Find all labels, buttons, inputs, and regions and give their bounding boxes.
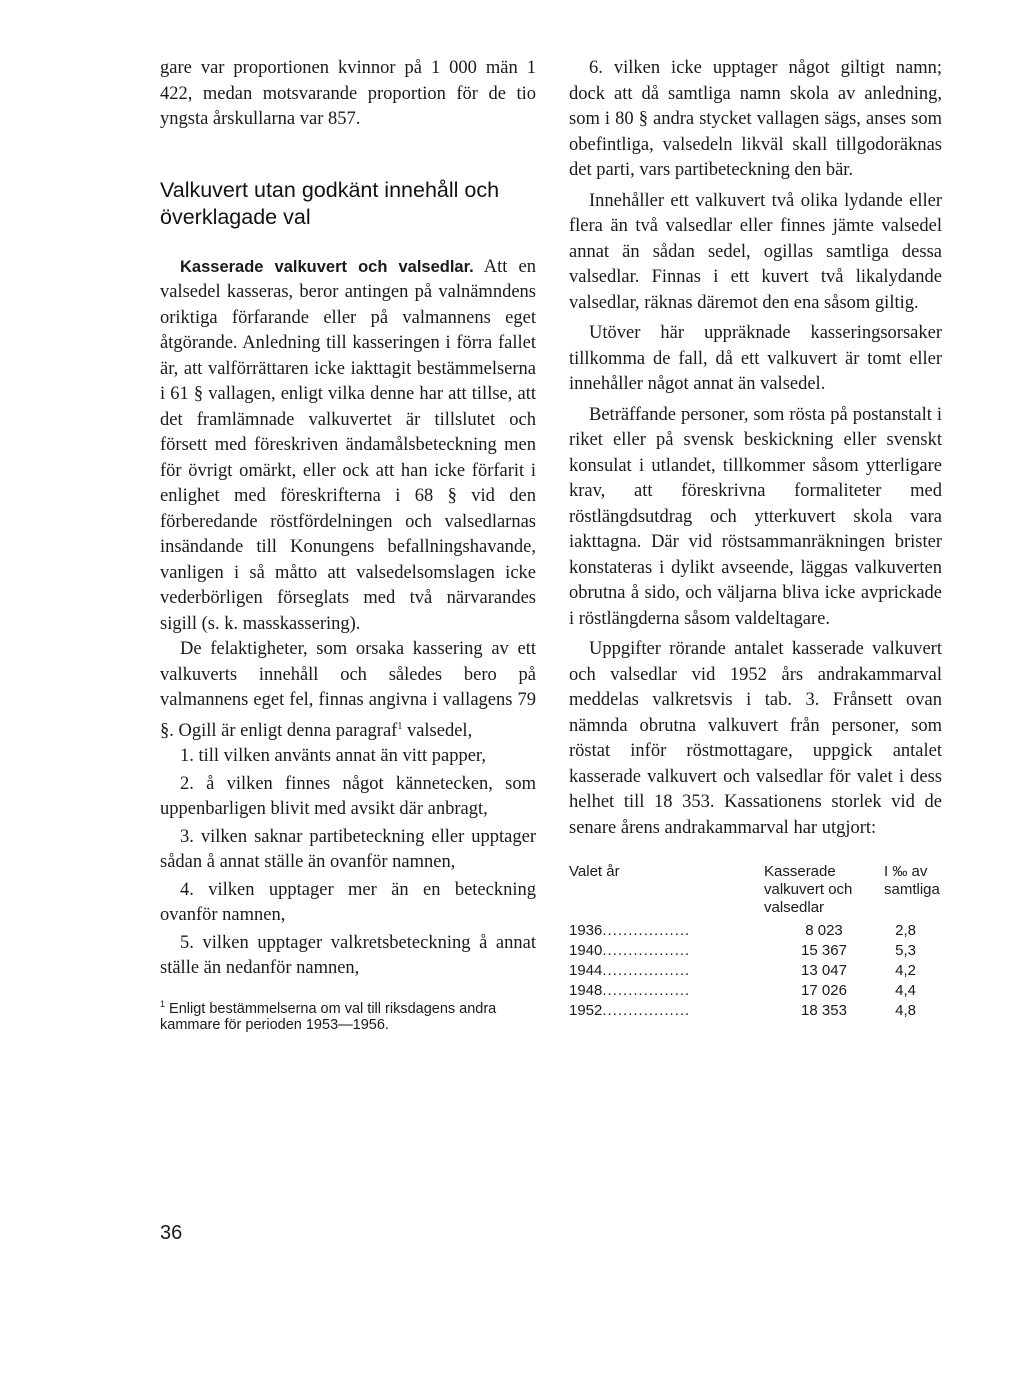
permille-cell: 5,3 <box>895 942 916 959</box>
page-number: 36 <box>160 1222 183 1244</box>
header-year: Valet år <box>569 863 620 880</box>
permille-cell: 2,8 <box>895 922 916 939</box>
table-row <box>569 921 940 941</box>
body-paragraph: De felaktigheter, som orsaka kassering av ett valkuverts innehåll och således bero på valmannens eget fel, finnas angivna i vallagens 79 §. Ogill är enligt denna paragraf$^1$ valsedel, <box>160 639 536 741</box>
year-cell: 1952................. <box>569 1002 691 1019</box>
list-item: 2. å vilken finnes något kännetecken, som uppenbarligen blivit med avsikt där anbragt, <box>160 773 536 820</box>
count-cell: 8 023 <box>805 922 843 939</box>
permille-cell: 4,8 <box>895 1002 916 1019</box>
body-paragraph: Utöver här uppräknade kasseringsorsaker tillkomma de fall, då ett valkuvert är tomt eller innehåller något annat än valsedel. <box>569 323 942 394</box>
table-row <box>569 961 940 981</box>
header-permille: I ‰ av samtliga <box>884 863 940 898</box>
body-paragraph: Kasserade valkuvert och valsedlar. Att en valsedel kasseras, beror antingen på valnämndens oriktiga förfarande eller på valmannens eget åtgörande. Anledning till kasseringen i förra fallet är, att valförrättaren icke iakttagit bestämmelserna i 61 § vallagen, enligt vilka denne har att tillse, att det framlämnade valkuvertet är tillslutet och försett med föreskriven ändamålsbeteckning men för övrigt omärkt, eller ock att han icke förfarit i enlighet med föreskrifterna i 68 § vid den förberedande röstfördelningen och valsedlarnas insändande till Konungens befallningshavande, vanligen i så måtto att valsedelsomslagen icke vederbörligen förseglats med två närvarandes sigill (s. k. masskassering). <box>160 256 537 634</box>
continued-paragraph: gare var proportionen kvinnor på 1 000 män 1 422, medan motsvarande proportion för de tio yngsta årskullarna var 857. <box>160 58 536 129</box>
header-count: Kasserade valkuvert och valsedlar <box>764 863 853 916</box>
table-header-row <box>569 863 940 921</box>
body-paragraph: Uppgifter rörande antalet kasserade valkuvert och valsedlar vid 1952 års andrakammarval meddelas valkretsvis i tab. 3. Frånsett ovan nämnda obrutna valkuvert från personer, som röstat inför röstmottagare, uppgick antalet kasserade valkuvert och valsedlar för valet i dess helhet till 18 353. Kassationens storlek vid de senare årens andrakammarval har utgjort: <box>569 639 942 838</box>
list-item: 3. vilken saknar partibeteckning eller upptager sådan å annat ställe än ovanför namnen, <box>160 826 536 873</box>
body-paragraph: Beträffande personer, som rösta på postanstalt i riket eller på svensk beskickning eller svenskt konsulat i utlandet, tillkommer såsom ytterligare krav, att föreskrivna formaliteter med röstlängdsutdrag och ytterkuvert skola vara iakttagna. Där vid röstsammanräkningen brister konstateras i dylikt avseende, läggas valkuverten obrutna å sido, och väljarna bliva icke avprickade i röstlängderna såsom valdeltagare. <box>569 404 942 629</box>
table-row <box>569 941 940 961</box>
rule-list <box>160 744 536 982</box>
permille-cell: 4,2 <box>895 962 916 979</box>
subheading: Kasserade valkuvert och valsedlar. <box>180 257 474 276</box>
rule-list-continued <box>569 56 942 184</box>
list-item: 6. vilken icke upptager något giltigt namn; dock att då samtliga namn skola av anledning, som i 80 § andra stycket vallagen sägs, anses som obefintliga, valsedeln likväl skall tillgodoräknas det parti, vars partibeteckning den bär. <box>569 58 942 180</box>
table-row <box>569 981 940 1001</box>
count-cell: 17 026 <box>801 982 847 999</box>
section-heading: Valkuvert utan godkänt innehåll och överklagade val <box>160 177 500 229</box>
list-item: 4. vilken upptager mer än en beteckning ovanför namnen, <box>160 879 536 926</box>
left-column <box>160 56 536 1034</box>
right-column <box>569 56 942 1021</box>
permille-cell: 4,4 <box>895 982 916 999</box>
list-item: 5. vilken upptager valkretsbeteckning å annat ställe än nedanför namnen, <box>160 932 536 979</box>
rejection-table <box>569 863 940 1021</box>
year-cell: 1944................. <box>569 962 691 979</box>
table-row <box>569 1001 940 1021</box>
count-cell: 18 353 <box>801 1002 847 1019</box>
year-cell: 1940................. <box>569 942 691 959</box>
list-item: 1. till vilken använts annat än vitt papper, <box>180 746 486 767</box>
footnote: $^1$ Enligt bestämmelserna om val till riksdagens andra kammare för perioden 1953—1956. <box>160 998 497 1034</box>
year-cell: 1936................. <box>569 922 691 939</box>
count-cell: 15 367 <box>801 942 847 959</box>
year-cell: 1948................. <box>569 982 691 999</box>
body-paragraph: Innehåller ett valkuvert två olika lydande eller flera än två valsedlar eller finnes jämte valsedel annat än sådan sedel, ogillas samtliga dessa valsedlar. Finnas i ett kuvert två likalydande valsedlar, räknas däremot den ena såsom giltig. <box>569 190 942 313</box>
count-cell: 13 047 <box>801 962 847 979</box>
footnote-ref: 1 <box>397 720 403 732</box>
